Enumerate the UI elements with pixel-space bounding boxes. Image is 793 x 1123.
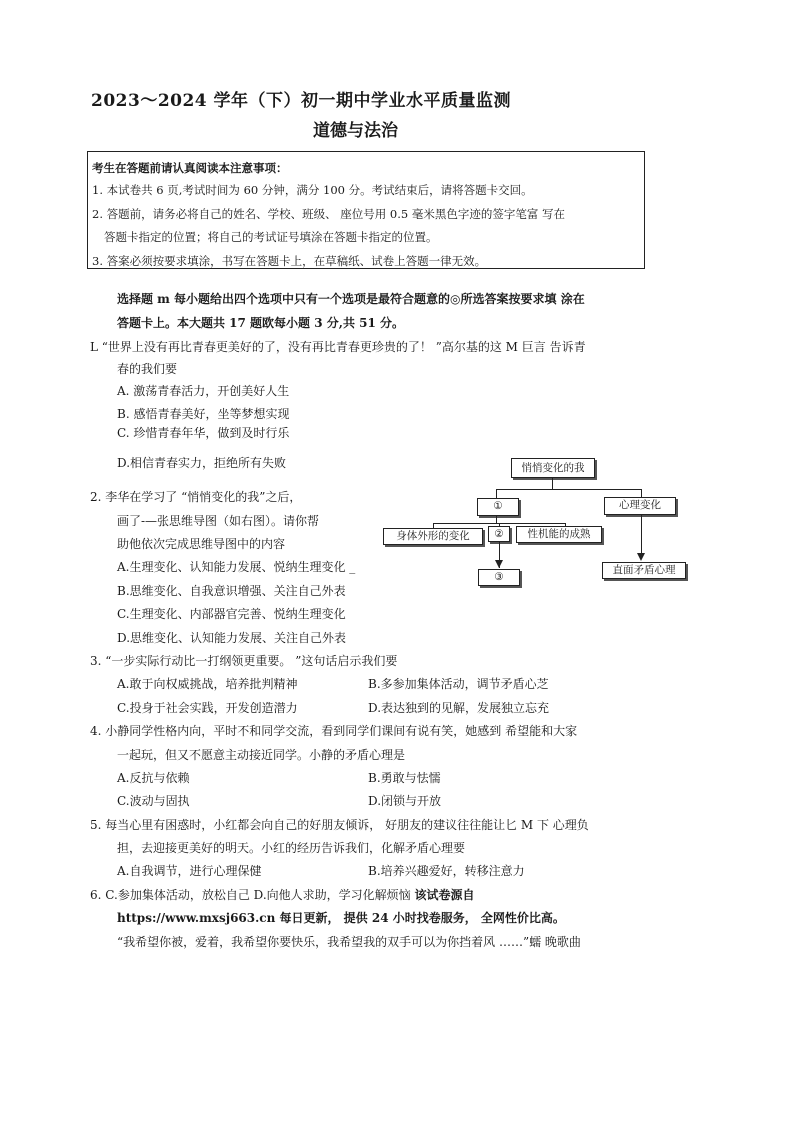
notice-item-1: 1. 本试卷共 6 页,考试时间为 60 分钟，满分 100 分。考试结束后，请将答题卡交回。 — [92, 183, 533, 197]
q2-option-c: C.生理变化、内部器官完善、悦纳生理变化 — [117, 607, 346, 621]
q6-line — [90, 886, 475, 903]
instructions-line-1: 选择题 m 每小题给出四个选项中只有一个选项是最符合题意的◎所选答案按要求填 涂在 — [117, 292, 585, 306]
diagram-node-1: ① — [477, 498, 519, 516]
q5-options-cd: 6. C.参加集体活动，放松自己 D.向他人求助，学习化解烦恼 — [90, 888, 415, 902]
q1-stem: L “世界上没有再比青春更美好的了，没有再比青春更珍贵的了！ ”高尔基的这 M 巨言 告诉青 — [90, 340, 586, 354]
q3-option-c: C.投身于社会实践，开发创造潜力 — [117, 701, 298, 715]
diagram-node-2: ② — [488, 526, 510, 542]
q1-option-b: B. 感悟青春美好，坐等梦想实现 — [117, 407, 290, 421]
q5-option-b: B.培养兴趣爱好，转移注意力 — [368, 864, 525, 878]
q2-stem-cont-2: 助他依次完成思维导图中的内容 — [117, 537, 286, 551]
q4-option-d: D.闭锁与开放 — [368, 794, 442, 808]
q5-stem: 5. 每当心里有困惑时，小红都会向自己的好朋友倾诉， 好朋友的建议往往能让匕 M 下 心理负 — [90, 818, 589, 832]
q3-option-a: A.敢于向权威挑战，培养批判精神 — [117, 677, 298, 691]
instructions-line-2: 答题卡上。本大题共 17 题欧每小题 3 分,共 51 分。 — [117, 316, 404, 330]
q2-stem-cont-1: 画了-—张思维导图（如右图）。请你帮 — [117, 514, 320, 528]
q4-option-b: B.勇敢与怯懦 — [368, 771, 441, 785]
q3-stem: 3. “一步实际行动比一打纲领更重要。 ”这句话启示我们要 — [90, 654, 398, 668]
q2-stem: 2. 李华在学习了 “悄悄变化的我”之后， — [90, 490, 302, 504]
q2-option-d: D.思维变化、认知能力发展、关注自己外表 — [117, 631, 347, 645]
notice-heading: 考生在答题前请认真阅读本注意事项： — [92, 161, 288, 175]
diagram-conflict-node: 直面矛盾心理 — [602, 562, 686, 579]
notice-box — [87, 151, 645, 269]
subject-title: 道德与法治 — [313, 121, 398, 141]
q5-option-a: A.自我调节，进行心理保健 — [117, 864, 262, 878]
q6-stem: “我希望你被，爱着，我希望你要快乐，我希望我的双手可以为你挡着风 ……”蠕 晚歌曲 — [117, 935, 581, 949]
source-note: 该试卷源自 — [414, 888, 475, 902]
q4-stem: 4. 小静同学性格内向，平时不和同学交流，看到同学们课间有说有笑，她感到 希望能和大家 — [90, 724, 578, 738]
q1-option-d: D.相信青春实力，拒绝所有失败 — [117, 456, 287, 470]
q5-stem-cont: 担，去迎接更美好的明天。小红的经历告诉我们，化解矛盾心理要 — [117, 841, 466, 855]
q1-option-c: C. 珍惜青春年华，做到及时行乐 — [117, 426, 290, 440]
q2-option-b: B.思维变化、自我意识增强、关注自己外表 — [117, 584, 346, 598]
q4-option-c: C.波动与固执 — [117, 794, 190, 808]
q4-stem-cont: 一起玩，但又不愿意主动接近同学。小静的矛盾心理是 — [117, 748, 406, 762]
notice-item-2-cont: 答题卡指定的位置；将自己的考试证号填涂在答题卡指定的位置。 — [104, 230, 438, 244]
q1-stem-cont: 春的我们要 — [117, 362, 178, 376]
arrow-down-icon — [495, 560, 503, 568]
notice-item-2: 2. 答题前，请务必将自己的姓名、学校、班级、 座位号用 0.5 毫米黑色字迹的签字笔富 写在 — [92, 207, 566, 221]
q3-option-d: D.表达独到的见解，发展独立忘充 — [368, 701, 550, 715]
arrow-down-icon — [637, 553, 645, 561]
diagram-sex-node: 性机能的成熟 — [516, 526, 602, 543]
diagram-psych-node: 心理变化 — [604, 497, 676, 515]
q3-option-b: B.多参加集体活动，调节矛盾心芝 — [368, 677, 549, 691]
q4-option-a: A.反抗与依赖 — [117, 771, 190, 785]
q1-option-a: A. 激荡青春活力，开创美好人生 — [117, 384, 290, 398]
diagram-line-to-n1 — [496, 489, 497, 498]
diagram-line-to-psych — [641, 489, 642, 497]
notice-item-3: 3. 答案必须按要求填涂，书写在答题卡上，在草稿纸、试卷上答题一律无效。 — [92, 254, 487, 268]
diagram-root-node: 悄悄变化的我 — [511, 458, 595, 478]
source-url-line[interactable]: https://www.mxsj663.cn 每日更新， 提供 24 小时找卷服务， 全网性价比高。 — [117, 911, 565, 925]
diagram-node-3: ③ — [478, 569, 520, 586]
diagram-line-root-down — [552, 478, 553, 489]
q2-option-a: A.生理变化、认知能力发展、悦纳生理变化 _ — [117, 560, 356, 574]
diagram-body-node: 身体外形的变化 — [383, 528, 483, 545]
diagram-line-root-horizontal — [496, 489, 642, 490]
exam-title: 2023～2024 学年（下）初一期中学业水平质量监测 — [91, 91, 512, 111]
